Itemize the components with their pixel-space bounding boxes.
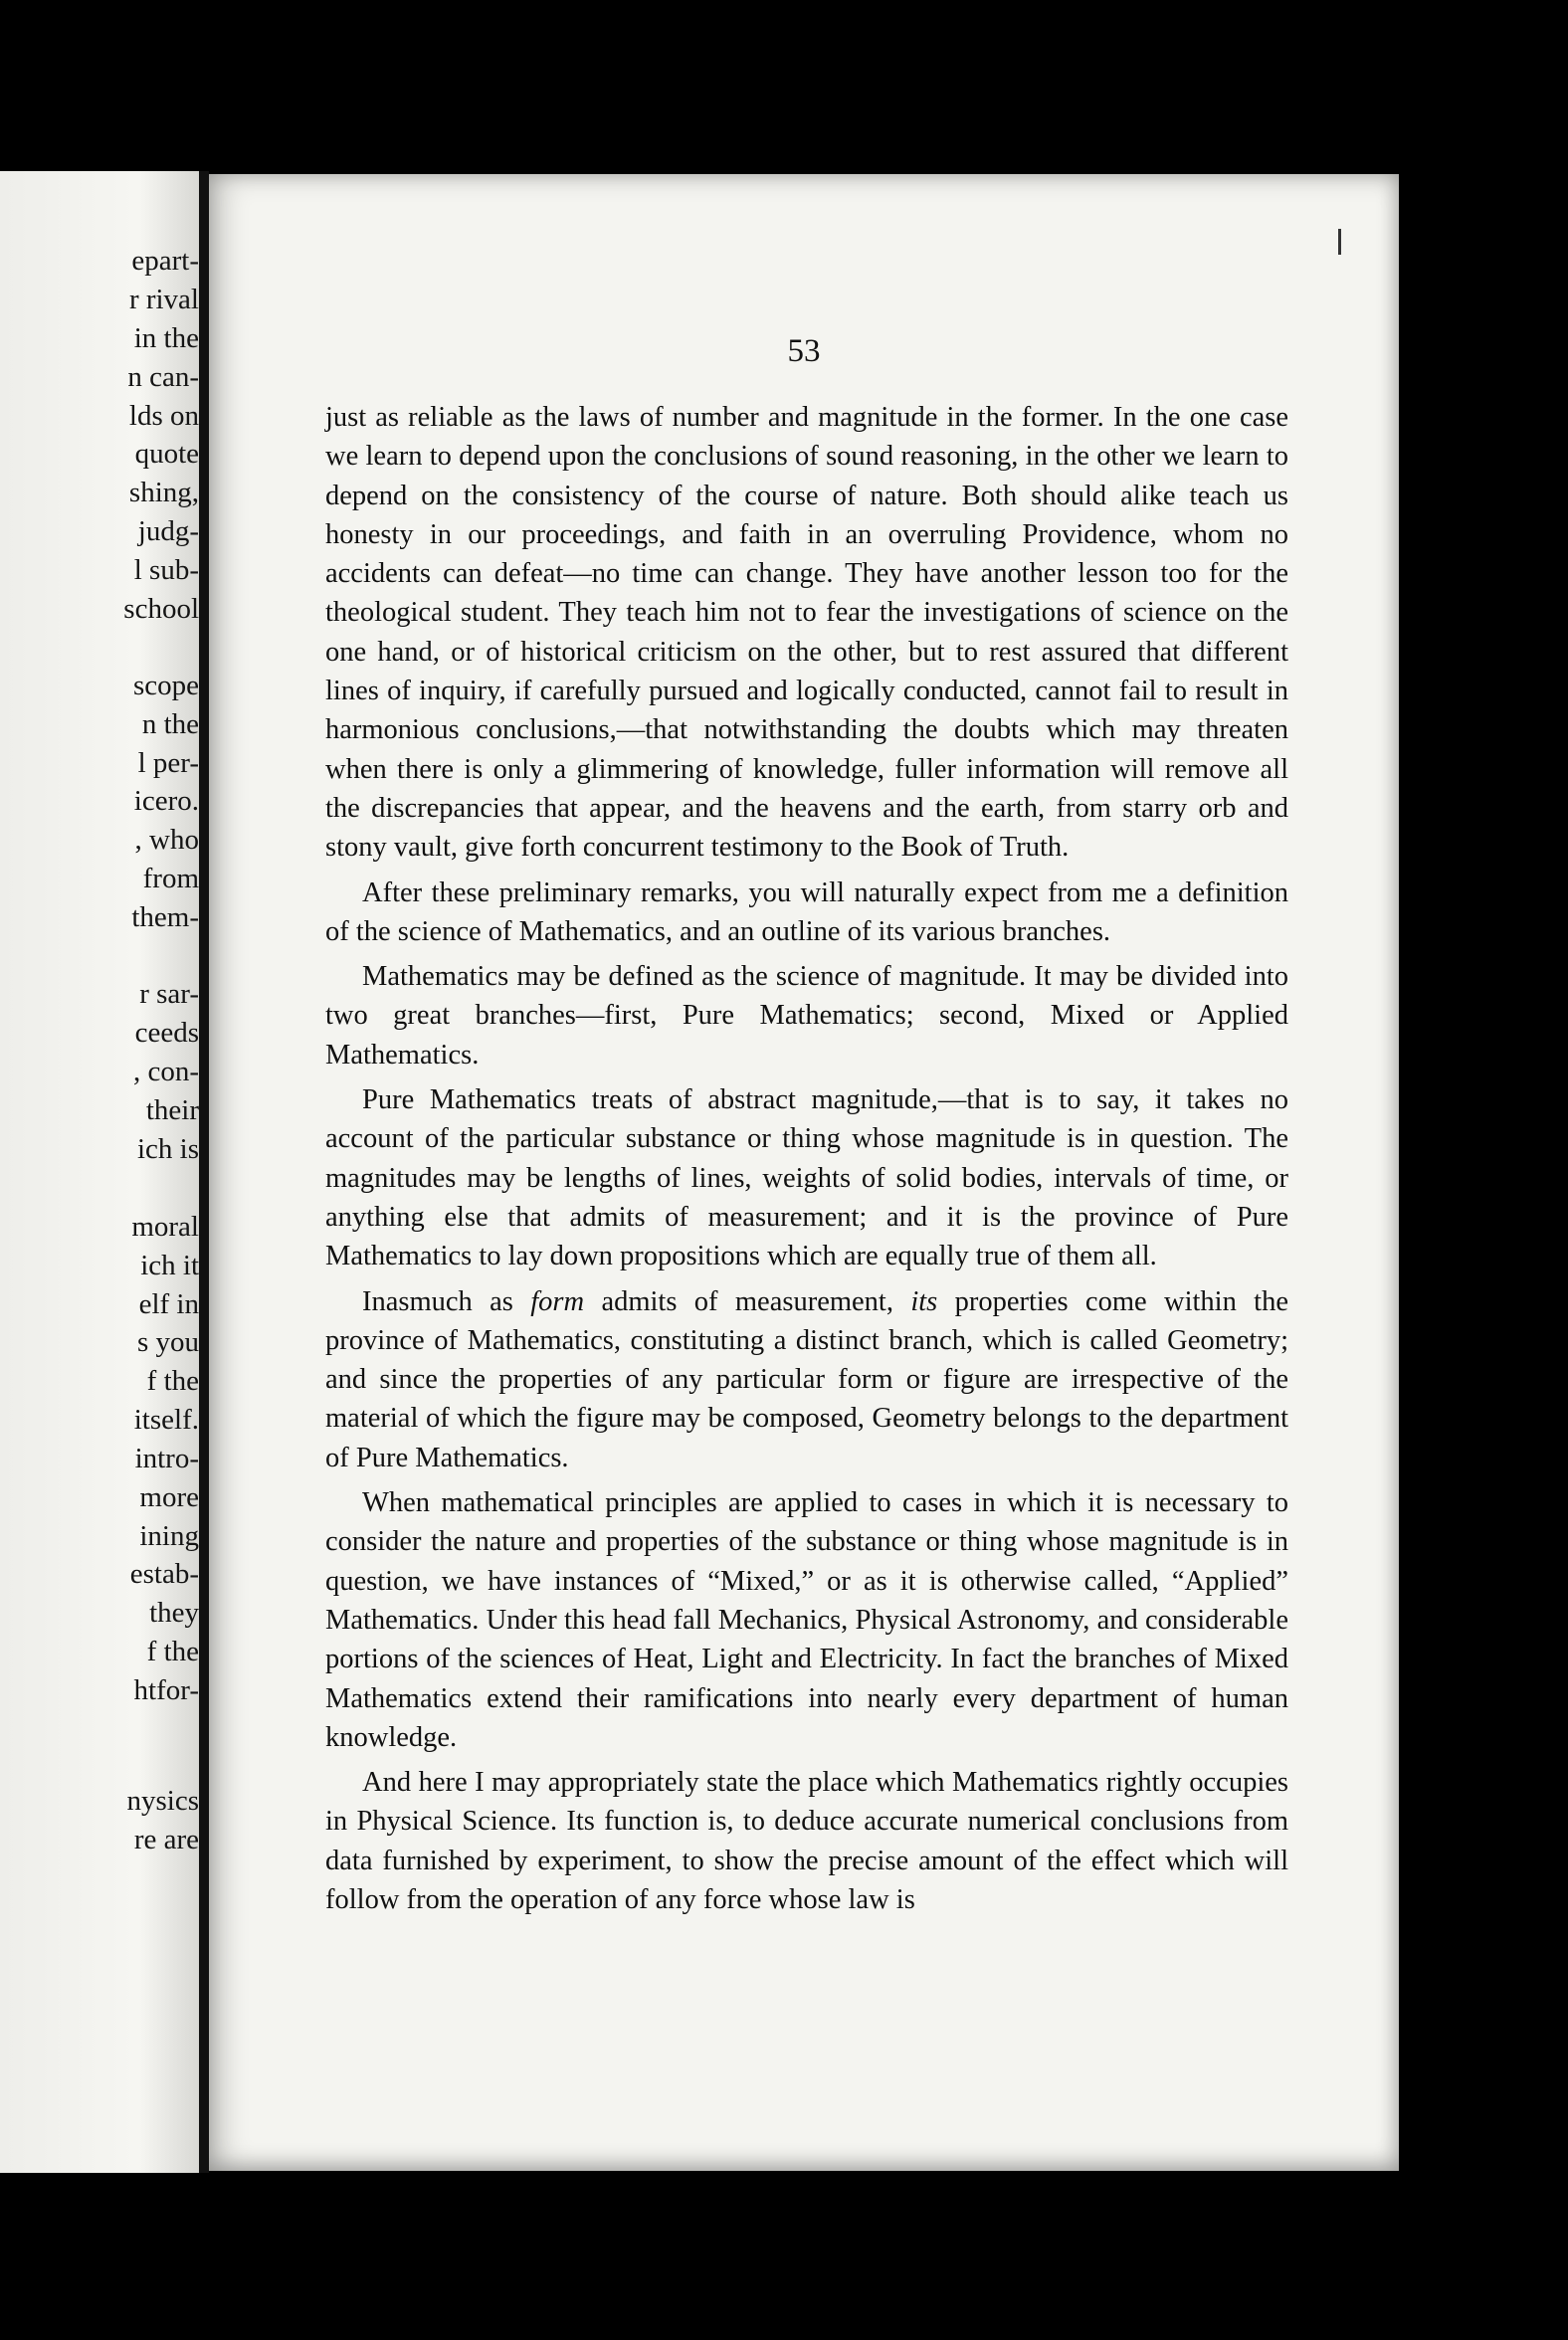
left-page-line: from — [142, 863, 199, 894]
left-page-line: estab- — [129, 1558, 199, 1590]
left-page-line: icero. — [133, 785, 199, 817]
book-gutter — [199, 171, 209, 2173]
left-page-line: lds on — [128, 400, 199, 432]
left-page-line: ceeds — [134, 1017, 199, 1049]
left-page-line: htfor- — [133, 1674, 199, 1706]
left-page-line: school — [123, 593, 199, 625]
left-page-line: ining — [139, 1520, 199, 1552]
paragraph-2: After these preliminary remarks, you will naturally expect from me a definition of the science of Mathematics, and an outline of its various branches. — [325, 877, 1288, 947]
left-page-line: f the — [146, 1636, 199, 1667]
left-page-line: f the — [146, 1365, 199, 1397]
left-page-line: ich is — [136, 1133, 199, 1165]
left-page-line: itself. — [133, 1404, 199, 1436]
italic-form: form — [530, 1285, 585, 1317]
left-page-line: r rival — [128, 284, 199, 315]
left-page-line: more — [139, 1481, 199, 1513]
left-page-line: quote — [134, 438, 199, 470]
left-page-line: shing, — [128, 477, 199, 508]
left-page-line: scope — [132, 670, 199, 701]
left-page-line: their — [145, 1094, 199, 1126]
left-page-line: re are — [133, 1824, 199, 1855]
left-page-line: , who — [134, 824, 199, 856]
left-page-line: in the — [133, 322, 199, 354]
paragraph-3: Mathematics may be defined as the science of magnitude. It may be divided into two great branches—first, Pure Mathematics; second, Mixed or Applied Mathematics. — [325, 961, 1288, 1071]
italic-its: its — [910, 1285, 938, 1317]
paragraph-4: Pure Mathematics treats of abstract magnitude,—that is to say, it takes no account of the particular substance or thing whose magnitude is in question. The magnitudes may be lengths of lines, weights of solid bodies, intervals of time, or anything else that admits of measurement; and it is the province of Pure Mathematics to lay down propositions which are equally true of them all. — [325, 1084, 1288, 1272]
left-page-line: n the — [141, 708, 199, 740]
left-page-line: judg- — [137, 515, 199, 547]
left-page-line: ich it — [140, 1250, 199, 1281]
left-page-line: s you — [136, 1326, 199, 1358]
left-page-line: r sar- — [139, 978, 199, 1010]
paragraph-5-part-c: properties come within the province of Mathematics, constituting a distinct branch, which is called Geometry; and since the properties of any particular form or figure are irrespective of the material of which the figure may be composed, Geometry belongs to the department of Pure Mathematics. — [325, 1285, 1288, 1473]
left-page-line: , con- — [132, 1056, 199, 1087]
right-page — [209, 174, 1399, 2171]
left-page-line: epart- — [131, 245, 199, 277]
paragraph-1: just as reliable as the laws of number and magnitude in the former. In the one case we learn to depend upon the conclusions of sound reasoning, in the other we learn to depend on the consistency of the course of nature. Both should alike teach us honesty in our proceedings, and faith in an overruling Providence, whom no accidents can defeat—no time can change. They have another lesson too for the theological student. They teach him not to fear the investigations of science on the one hand, or of historical criticism on the other, but to rest assured that different lines of inquiry, if carefully pursued and logically conducted, cannot fail to result in harmonious conclusions,—that notwithstanding the doubts which may threaten when there is only a glimmering of knowledge, fuller information will remove all the discrepancies that appear, and the heavens and the earth, from starry orb and stony vault, give forth concurrent testimony to the Book of Truth. — [325, 402, 1288, 864]
page-edge-mark — [1338, 229, 1341, 255]
paragraph-7: And here I may appropriately state the place which Mathematics rightly occupies in Physical Science. Its function is, to deduce accurate numerical conclusions from data furnished by experiment, to show the precise amount of the effect which will follow from the operation of any force whose law is — [325, 1767, 1288, 1915]
paragraph-6: When mathematical principles are applied to cases in which it is necessary to consider the nature and properties of the substance or thing whose magnitude is in question, we have instances of “Mixed,” or as it is otherwise called, “Applied” Mathematics. Under this head fall Mechanics, Physical Astronomy, and considerable portions of the sciences of Heat, Light and Electricity. In fact the branches of Mixed Mathematics extend their ramifications into nearly every department of human knowledge. — [325, 1487, 1288, 1753]
left-page-line: moral — [131, 1211, 199, 1243]
left-page-line: nysics — [126, 1785, 199, 1817]
body-text — [325, 398, 1288, 1925]
paragraph-5-part-a: Inasmuch as — [362, 1285, 531, 1317]
left-page-line: l per- — [137, 747, 199, 779]
page-number: 53 — [787, 333, 821, 369]
paragraph-5-part-b: admits of measurement, — [584, 1285, 911, 1317]
left-page-line: l sub- — [133, 554, 199, 586]
left-page-line: intro- — [134, 1443, 199, 1474]
left-page-line: elf in — [138, 1288, 199, 1320]
left-page-line: they — [149, 1597, 199, 1629]
left-page-fragment — [0, 171, 199, 2173]
left-page-line: them- — [131, 901, 199, 933]
left-page-line: n can- — [127, 361, 199, 393]
paragraph-5 — [325, 1282, 1288, 1477]
